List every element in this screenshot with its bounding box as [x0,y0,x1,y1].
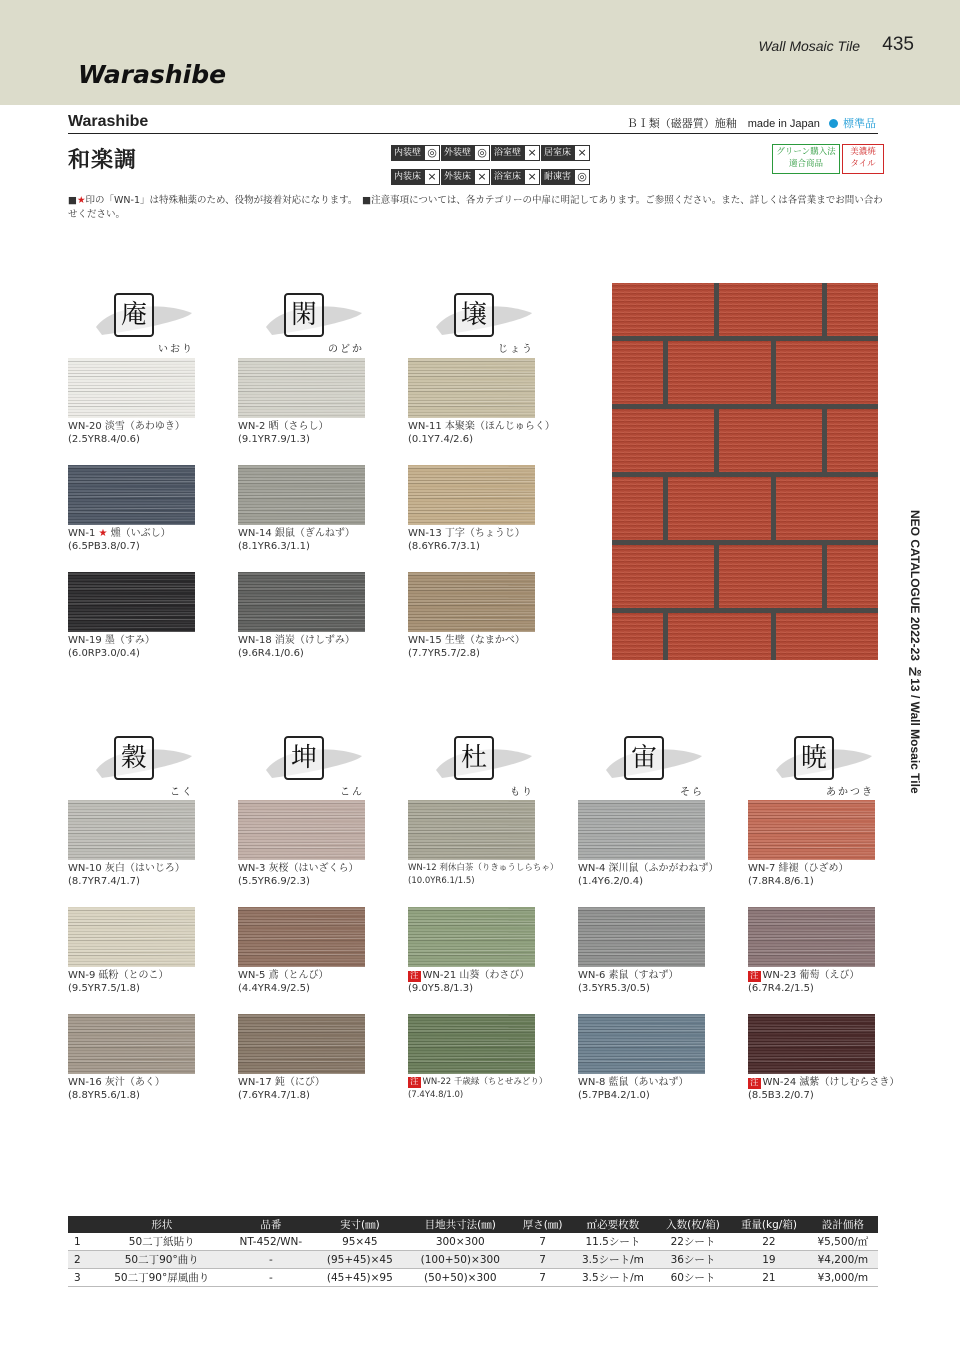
table-cell: 2 [68,1251,96,1269]
tile-munsell: (8.5B3.2/0.7) [748,1090,814,1101]
tile-code: WN-5 鳶（とんび） [238,970,329,981]
tile-caption [408,1076,547,1102]
brick [827,409,878,472]
usage-mark: × [524,145,540,161]
calligraphy-seal [772,730,882,800]
tile-code-line [238,420,329,433]
tile-munsell: (8.7YR7.4/1.7) [68,876,140,887]
table-cell: 7 [515,1251,570,1269]
tile-caption [68,1076,165,1102]
brick [827,283,878,336]
tile-code-line [238,969,329,982]
tile-code-line [578,1076,689,1089]
installation-photo [612,283,878,660]
table-cell: - [227,1269,314,1287]
star-icon: ★ [76,195,86,206]
table-cell: 22 [730,1233,807,1251]
calligraphy-seal [432,730,542,800]
tile-caption [578,862,719,888]
usage-cell [441,169,490,185]
usage-label: 外装床 [441,169,474,185]
caution-badge: 注 [750,1078,759,1088]
series-title-jp: 和楽調 [68,148,138,173]
usage-cell [391,169,440,185]
table-header-cell: 目地共寸法(㎜) [405,1216,515,1233]
seal-reading: あかつき [826,787,874,798]
tile-texture [578,1014,705,1074]
page-number: 435 [882,34,914,55]
table-cell: 7 [515,1233,570,1251]
tile-caption [68,527,171,553]
tile-caption [68,420,185,446]
tile-code: WN-13 丁字（ちょうじ） [408,528,525,539]
tile-code: WN-21 山葵（わさび） [422,970,530,981]
tile-caption [68,862,185,888]
usage-label: 外装壁 [441,145,474,161]
seal-reading: のどか [328,344,364,355]
tile-code: WN-11 本聚楽（ほんじゅらく） [408,421,555,432]
tile-swatch [408,572,535,632]
tile-texture [408,800,535,860]
tile-munsell: (9.6R4.1/0.6) [238,648,304,659]
badge-text: 適合商品 [788,159,823,169]
tile-code: WN-3 灰桜（はいざくら） [238,863,359,874]
table-cell: 50二丁90°屏風曲り [96,1269,227,1287]
calligraphy-seal [602,730,712,800]
tile-code: WN-23 葡萄（えび） [762,970,860,981]
tile-caption [238,527,355,553]
tile-texture [238,800,365,860]
tile-swatch [238,907,365,967]
table-cell: ¥5,500/㎡ [808,1233,878,1251]
tile-swatch [238,465,365,525]
tile-texture [238,572,365,632]
tile-caption [408,862,558,888]
tile-texture [68,1014,195,1074]
brick [612,283,714,336]
tile-texture [68,800,195,860]
calligraphy-seal [432,287,542,357]
tile-texture [68,572,195,632]
table-cell: (95+45)×45 [314,1251,405,1269]
usage-label: 耐凍害 [541,169,574,185]
usage-mark: ◎ [574,169,590,185]
tile-code-line [68,1076,165,1089]
tile-caption [238,634,355,660]
usage-label: 内装壁 [391,145,424,161]
table-row [68,1251,878,1269]
mino-tile-badge [842,144,884,174]
brick [612,341,663,404]
tile-code: WN-10 灰白（はいじろ） [68,863,185,874]
tile-munsell: (9.5YR7.5/1.8) [68,983,140,994]
tile-texture [68,358,195,418]
tile-munsell: (7.6YR4.7/1.8) [238,1090,310,1101]
note-text: 印の「WN-1」は特殊釉薬のため、役物が接着対応になります。 ■注意事項については、各カテゴリーの中扉に明記してあります。ご参照ください。また、詳しくは各営業までお問い合わせください。 [68,195,883,220]
tile-texture [68,465,195,525]
table-cell: - [227,1251,314,1269]
tile-munsell: (5.7PB4.2/1.0) [578,1090,650,1101]
tile-swatch [408,358,535,418]
tile-code-line [68,527,171,540]
seal-kanji: 坤 [284,736,324,780]
tile-munsell: (4.4YR4.9/2.5) [238,983,310,994]
table-header-cell: 厚さ(㎜) [515,1216,570,1233]
brick [612,477,663,540]
table-header-cell: 形状 [96,1216,227,1233]
table-cell: 3.5シート/m [570,1269,656,1287]
tile-swatch [238,1014,365,1074]
table-cell: 3 [68,1269,96,1287]
tile-texture [238,465,365,525]
usage-cell [541,145,590,161]
tile-munsell: (8.6YR6.7/3.1) [408,541,480,552]
tile-code-line [748,862,849,875]
brick [668,613,771,660]
tile-caption [578,969,679,995]
brick-wall-image [612,283,878,660]
brick [612,545,714,608]
tile-swatch [68,358,195,418]
brand-title: Warashibe [78,60,227,89]
seal-kanji: 宙 [624,736,664,780]
tile-code: WN-7 緋褪（ひざめ） [748,863,849,874]
star-icon: ★ [98,528,108,539]
brick [776,341,878,404]
notes [68,194,883,222]
tile-texture [578,907,705,967]
tile-texture [578,800,705,860]
badge-text: グリーン購入法 [776,147,836,157]
table-cell: 300×300 [405,1233,515,1251]
tile-code-line [408,634,525,647]
seal-reading: いおり [158,344,194,355]
tile-code: WN-9 砥粉（とのこ） [68,970,169,981]
tile-swatch [748,1014,875,1074]
tile-texture [68,907,195,967]
usage-label: 浴室床 [491,169,524,185]
tile-code: WN-17 鈍（にび） [238,1077,325,1088]
tile-munsell: (6.0RP3.0/0.4) [68,648,140,659]
seal-kanji: 杜 [454,736,494,780]
brick [612,409,714,472]
tile-code: WN-16 灰汁（あく） [68,1077,165,1088]
tile-code-line [578,969,679,982]
tile-code: WN-6 素鼠（すねず） [578,970,679,981]
spec-table [68,1216,878,1287]
tile-texture [408,907,535,967]
green-purchase-badge [772,144,840,174]
series-name: Warashibe [68,113,149,130]
tile-code-line [408,862,558,875]
seal-kanji: 壌 [454,293,494,337]
tile-munsell: (9.1YR7.9/1.3) [238,434,310,445]
tile-munsell: (8.8YR5.6/1.8) [68,1090,140,1101]
spec-line [627,115,876,131]
tile-munsell: (7.7YR5.7/2.8) [408,648,480,659]
brick [827,545,878,608]
tile-code-line [238,1076,325,1089]
tile-munsell: (9.0Y5.8/1.3) [408,983,473,994]
usage-cell [391,145,440,161]
tile-texture [238,907,365,967]
usage-label: 内装床 [391,169,424,185]
table-cell: 21 [730,1269,807,1287]
seal-reading: こく [170,787,194,798]
tile-code-line [408,527,525,540]
usage-cell [491,145,540,161]
table-header-cell: 設計価格 [808,1216,878,1233]
tile-munsell: (7.8R4.8/6.1) [748,876,814,887]
usage-grid [391,140,607,188]
tile-munsell: (8.1YR6.3/1.1) [238,541,310,552]
brick [612,613,663,660]
tile-texture [408,358,535,418]
seal-kanji: 穀 [114,736,154,780]
tile-code-line [238,527,355,540]
tile-caption [408,420,555,446]
note-bullet: ■ [68,195,77,206]
usage-mark: ◎ [424,145,440,161]
tile-code: WN-8 藍鼠（あいねず） [578,1077,689,1088]
brick [668,477,771,540]
usage-mark: ◎ [474,145,490,161]
seal-reading: そら [680,787,704,798]
tile-texture [748,800,875,860]
divider [68,133,878,134]
tile-texture [748,1014,875,1074]
table-cell: 3.5シート/m [570,1251,656,1269]
tile-caption [238,969,329,995]
caution-badge: 注 [750,971,759,981]
tile-code: WN-20 淡雪（あわゆき） [68,421,185,432]
tile-texture [408,1014,535,1074]
tile-texture [408,572,535,632]
usage-label: 浴室壁 [491,145,524,161]
tile-caption [238,1076,325,1102]
tile-code-line [578,862,719,875]
tile-munsell: (1.4Y6.2/0.4) [578,876,643,887]
table-row [68,1269,878,1287]
table-cell: ¥3,000/m [808,1269,878,1287]
calligraphy-seal [92,287,202,357]
calligraphy-seal [262,730,372,800]
side-label [908,510,938,860]
table-cell: NT-452/WN- [227,1233,314,1251]
tile-swatch [748,800,875,860]
caution-badge: 注 [410,1077,419,1087]
table-cell: (50+50)×300 [405,1269,515,1287]
tile-code-line [238,634,355,647]
table-cell: 50二丁90°曲り [96,1251,227,1269]
tile-code-line [68,862,185,875]
tile-munsell: (6.5PB3.8/0.7) [68,541,140,552]
tile-caption [578,1076,689,1102]
tile-swatch [238,572,365,632]
tile-code: WN-14 銀鼠（ぎんねず） [238,528,355,539]
table-cell: 22シート [656,1233,730,1251]
tile-code: WN-24 滅紫（けしむらさき） [762,1077,900,1088]
seal-reading: じょう [498,344,534,355]
tile-code-line [408,420,555,433]
table-header-cell: 重量(kg/箱) [730,1216,807,1233]
tile-swatch [408,800,535,860]
tile-caption [408,527,525,553]
calligraphy-seal [92,730,202,800]
tile-caption [748,1076,899,1102]
tile-code: WN-4 深川鼠（ふかがわねず） [578,863,719,874]
tile-caption [238,862,359,888]
tile-code: WN-15 生壁（なまかべ） [408,635,525,646]
running-title: Wall Mosaic Tile [758,38,860,54]
table-header-cell: ㎡必要枚数 [570,1216,656,1233]
tile-munsell: (3.5YR5.3/0.5) [578,983,650,994]
seal-kanji: 庵 [114,293,154,337]
usage-label: 居室床 [541,145,574,161]
seal-reading: こん [340,787,364,798]
tile-code-line [408,1076,547,1089]
tile-swatch [408,907,535,967]
tile-code: WN-1 [68,528,96,539]
brick [719,409,822,472]
tile-caption [748,969,859,995]
tile-code-line [68,420,185,433]
table-header-cell [68,1216,96,1233]
usage-mark: × [524,169,540,185]
usage-cell [441,145,490,161]
tile-texture [238,1014,365,1074]
tile-code: WN-19 墨（すみ） [68,635,155,646]
tile-texture [408,465,535,525]
tile-swatch [408,465,535,525]
seal-reading: もり [510,787,534,798]
calligraphy-seal [262,287,372,357]
tile-caption [408,634,525,660]
brick [668,341,771,404]
tile-code-line [68,969,169,982]
table-cell: (45+45)×95 [314,1269,405,1287]
standard-label: 標準品 [843,118,876,130]
table-cell: 1 [68,1233,96,1251]
table-cell: 11.5シート [570,1233,656,1251]
tile-code-line [68,634,155,647]
usage-cell [541,169,590,185]
badge-text: タイル [850,159,876,169]
caution-badge: 注 [410,971,419,981]
seal-kanji: 閑 [284,293,324,337]
tile-caption [68,634,155,660]
table-cell: 60シート [656,1269,730,1287]
tile-swatch [578,800,705,860]
standard-dot-icon [829,119,838,128]
tile-swatch [68,1014,195,1074]
tile-munsell: (6.7R4.2/1.5) [748,983,814,994]
usage-mark: × [574,145,590,161]
tile-code-line [748,1076,899,1089]
tile-swatch [68,907,195,967]
tile-swatch [68,800,195,860]
side-label-text: NEO CATALOGUE 2022-23 №13 / Wall Mosaic Tile [908,510,922,794]
table-row [68,1233,878,1251]
brick [776,613,878,660]
tile-munsell: (7.4Y4.8/1.0) [408,1090,464,1100]
tile-texture [238,358,365,418]
tile-swatch [238,358,365,418]
tile-caption [238,420,329,446]
tile-code: WN-22 千歳緑（ちとせみどり） [422,1077,548,1087]
tile-code: WN-18 消炭（けしずみ） [238,635,355,646]
badge-text: 美濃焼 [850,147,876,157]
tile-swatch [68,465,195,525]
tile-code: WN-12 利休白茶（りきゅうしらちゃ） [408,863,559,873]
tile-swatch [408,1014,535,1074]
tile-swatch [578,1014,705,1074]
brick [719,283,822,336]
tile-code-line [238,862,359,875]
tile-munsell: (0.1Y7.4/2.6) [408,434,473,445]
tile-code-line [748,969,859,982]
tile-swatch [68,572,195,632]
tile-swatch [238,800,365,860]
table-header-cell: 品番 [227,1216,314,1233]
usage-mark: × [424,169,440,185]
table-header-cell: 入数(枚/箱) [656,1216,730,1233]
tile-texture [748,907,875,967]
usage-mark: × [474,169,490,185]
tile-name: 燻（いぶし） [107,528,171,539]
tile-munsell: (10.0YR6.1/1.5) [408,876,475,886]
usage-cell [491,169,540,185]
spec-text: ＢⅠ類（磁器質）施釉 made in Japan [626,118,820,130]
brick [719,545,822,608]
tile-swatch [748,907,875,967]
tile-code: WN-2 晒（さらし） [238,421,329,432]
table-cell: (100+50)×300 [405,1251,515,1269]
table-header-cell: 実寸(㎜) [314,1216,405,1233]
table-header-row [68,1216,878,1233]
table-cell: 19 [730,1251,807,1269]
tile-caption [408,969,529,995]
table-cell: 50二丁紙貼り [96,1233,227,1251]
brick [776,477,878,540]
tile-swatch [578,907,705,967]
table-cell: 95×45 [314,1233,405,1251]
table-cell: 36シート [656,1251,730,1269]
tile-code-line [408,969,529,982]
tile-munsell: (2.5YR8.4/0.6) [68,434,140,445]
tile-caption [68,969,169,995]
table-cell: ¥4,200/m [808,1251,878,1269]
header-banner [0,0,960,105]
tile-munsell: (5.5YR6.9/2.3) [238,876,310,887]
table-cell: 7 [515,1269,570,1287]
tile-caption [748,862,849,888]
seal-kanji: 暁 [794,736,834,780]
